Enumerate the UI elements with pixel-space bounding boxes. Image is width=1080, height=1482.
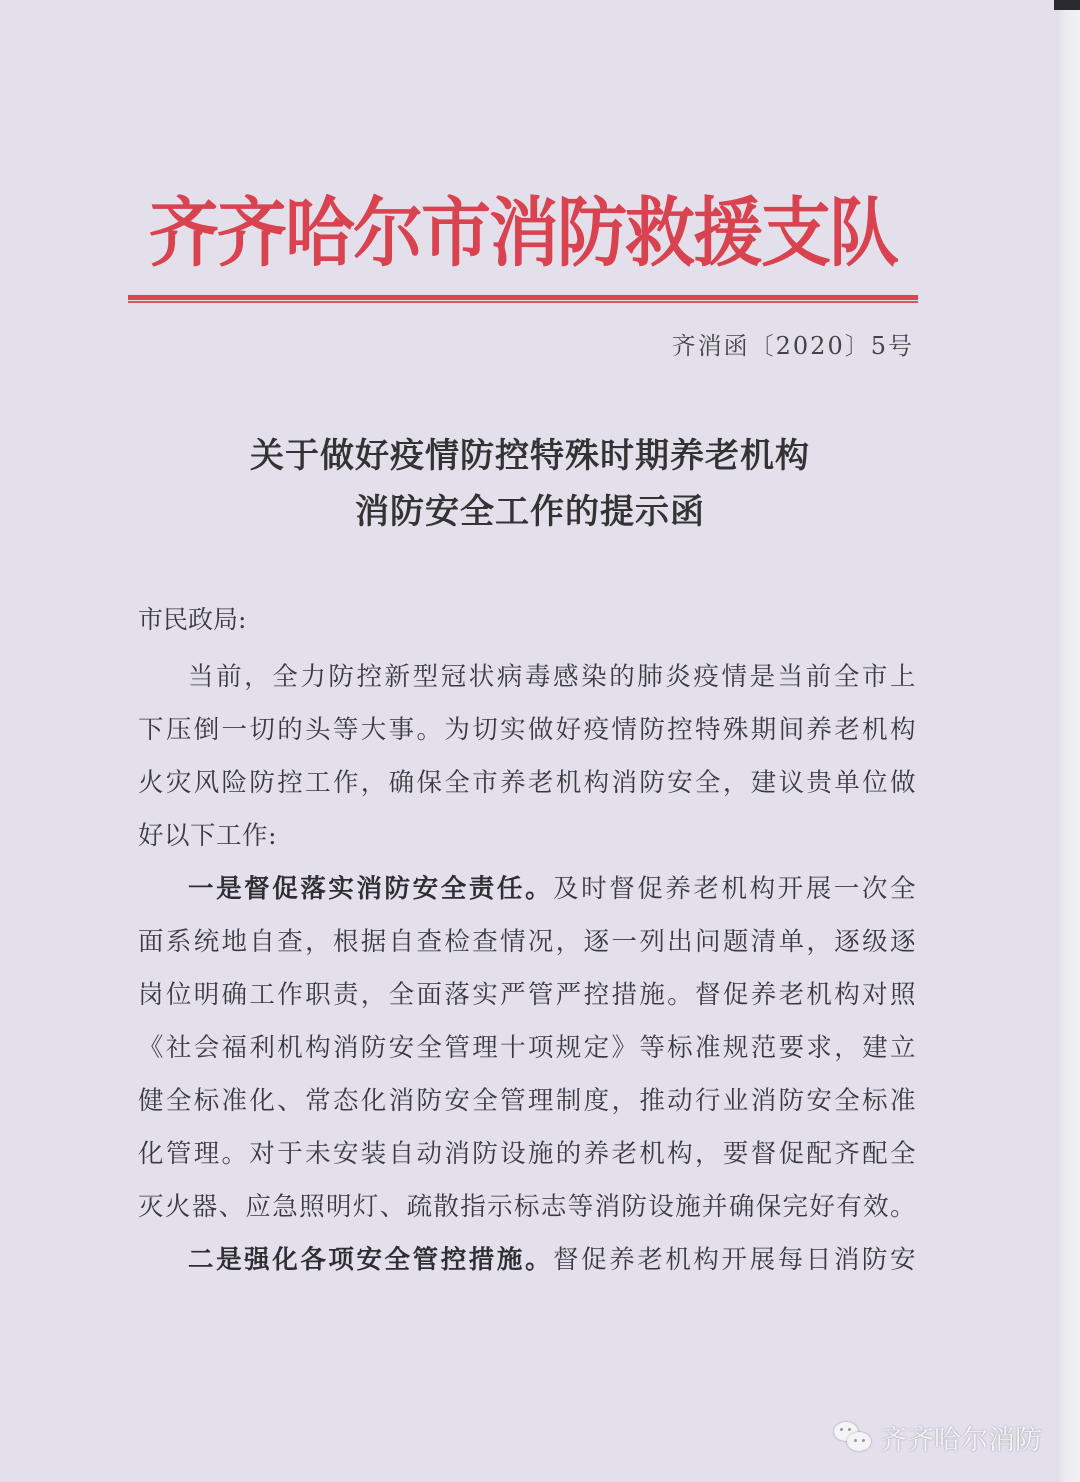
- wechat-icon: [834, 1422, 874, 1454]
- intro-line: 下压倒一切的头等大事。为切实做好疫情防控特殊期间养老机构: [138, 715, 916, 745]
- intro-line: 好以下工作:: [138, 821, 278, 851]
- section-2-text: 督促养老机构开展每日消防安: [553, 1245, 916, 1275]
- section-1-heading: 一是督促落实消防安全责任。: [188, 874, 554, 904]
- section-1-line: 灭火器、应急照明灯、疏散指示标志等消防设施并确保完好有效。: [138, 1192, 916, 1222]
- scan-edge: [1056, 0, 1080, 1482]
- wechat-watermark: [834, 1418, 1042, 1457]
- letterhead-red-rule: [128, 295, 918, 300]
- document-title-line-2: 消防安全工作的提示函: [355, 492, 705, 532]
- document-number: 齐消函〔2020〕5号: [671, 332, 914, 360]
- section-1-first-line: [188, 869, 916, 905]
- section-1-line: 岗位明确工作职责，全面落实严管严控措施。督促养老机构对照: [138, 980, 916, 1010]
- section-1-text: 及时督促养老机构开展一次全: [553, 874, 916, 904]
- section-1-line: 《社会福利机构消防安全管理十项规定》等标准规范要求，建立: [138, 1033, 916, 1063]
- salutation: 市民政局:: [138, 605, 247, 634]
- scan-corner-shadow: [1054, 0, 1080, 10]
- letterhead-org-name: 齐齐哈尔市消防救援支队: [149, 187, 897, 278]
- section-2-first-line: [188, 1240, 916, 1276]
- letterhead-red-rule-thin: [128, 301, 918, 303]
- section-2-heading: 二是强化各项安全管控措施。: [188, 1245, 554, 1275]
- section-1-line: 健全标准化、常态化消防安全管理制度，推动行业消防安全标准: [138, 1086, 916, 1116]
- document-title-line-1: 关于做好疫情防控特殊时期养老机构: [250, 436, 810, 476]
- intro-line: 火灾风险防控工作，确保全市养老机构消防安全，建议贵单位做: [138, 768, 916, 798]
- intro-line: 当前，全力防控新型冠状病毒感染的肺炎疫情是当前全市上: [188, 662, 916, 692]
- watermark-account-name: 齐齐哈尔消防: [880, 1425, 1042, 1456]
- section-1-line: 面系统地自查，根据自查检查情况，逐一列出问题清单，逐级逐: [138, 927, 916, 957]
- section-1-line: 化管理。对于未安装自动消防设施的养老机构，要督促配齐配全: [138, 1139, 916, 1169]
